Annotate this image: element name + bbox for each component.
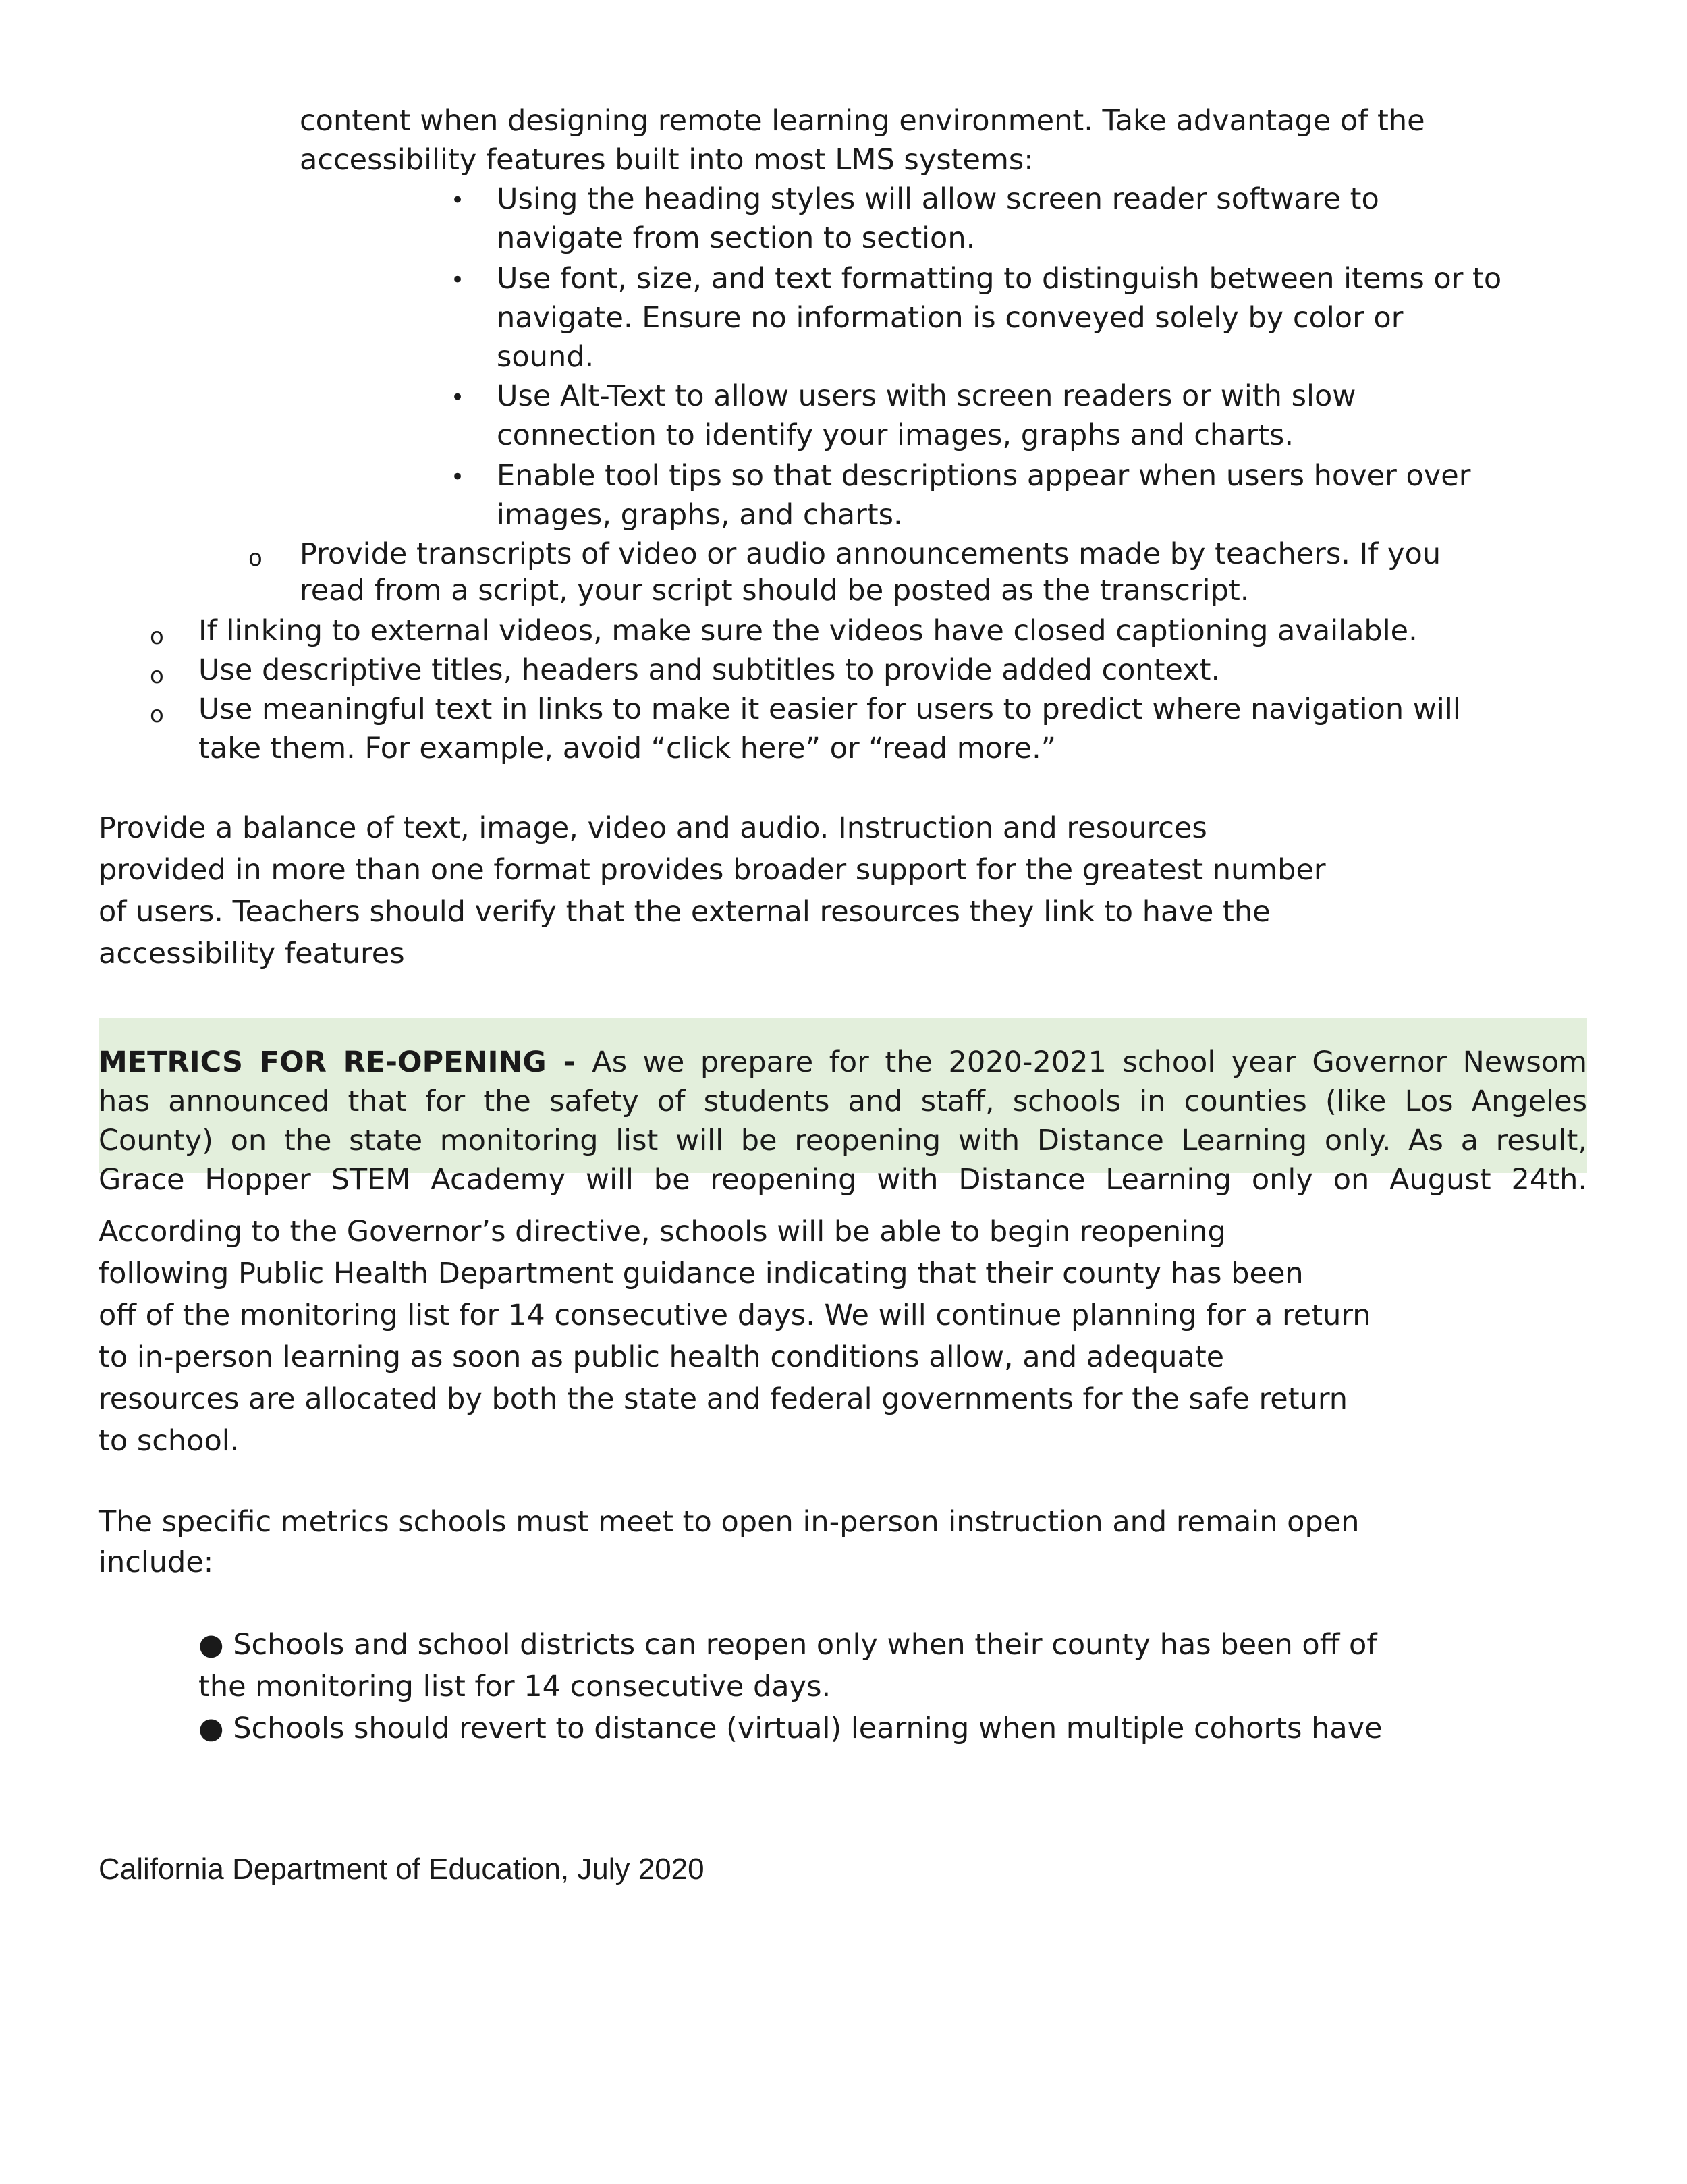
circle-marker: o [150, 701, 164, 728]
lms-bullet-text: connection to identify your images, graphs and charts. [497, 418, 1294, 452]
bullet-marker: • [451, 187, 465, 214]
lms-bullet-text: Enable tool tips so that descriptions appear when users hover over [497, 459, 1471, 493]
page-footer: California Department of Education, July 2020 [99, 1853, 704, 1886]
paragraph-line: According to the Governor’s directive, schools will be able to begin reopening [99, 1215, 1226, 1249]
metric-bullet-line: Schools should revert to distance (virtual) learning when multiple cohorts have [233, 1712, 1383, 1745]
metrics-line: has announced that for the safety of students and staff, schools in counties (like Los Angeles [99, 1085, 1587, 1118]
lms-bullet-text: navigate from section to section. [497, 221, 976, 255]
outer-item-text: take them. For example, avoid “click here” or “read more.” [198, 732, 1057, 765]
metric-bullet-text [198, 1625, 1377, 1664]
circle-marker: o [150, 662, 164, 689]
outer-item-text: If linking to external videos, make sure the videos have closed captioning available. [198, 614, 1418, 648]
paragraph-line: The specific metrics schools must meet to open in-person instruction and remain open [99, 1505, 1360, 1539]
bullet-marker: • [451, 384, 465, 411]
bullet-marker: • [451, 267, 465, 294]
paragraph-line: resources are allocated by both the state and federal governments for the safe return [99, 1382, 1348, 1416]
metrics-line [99, 1043, 1587, 1082]
metrics-line: Grace Hopper STEM Academy will be reopening with Distance Learning only on August 24th. [99, 1163, 1587, 1197]
bullet-marker: • [451, 464, 465, 491]
metric-bullet-line: Schools and school districts can reopen only when their county has been off of [233, 1628, 1377, 1662]
metrics-heading: METRICS FOR RE-OPENING - [99, 1045, 592, 1079]
lms-bullet-text: Use Alt-Text to allow users with screen readers or with slow [497, 379, 1356, 413]
paragraph-line: provided in more than one format provides broader support for the greatest number [99, 853, 1326, 887]
lms-bullet-text: Using the heading styles will allow screen reader software to [497, 182, 1379, 216]
bullet-marker: ● [198, 1628, 224, 1662]
circle-marker: o [248, 545, 262, 572]
bullet-marker: ● [198, 1712, 224, 1745]
metrics-text: As we prepare for the 2020-2021 school year Governor Newsom [592, 1045, 1587, 1079]
intro-line-2: accessibility features built into most LMS systems: [300, 143, 1034, 177]
circle-marker: o [150, 623, 164, 650]
outer-item-text: Use descriptive titles, headers and subtitles to provide added context. [198, 653, 1221, 687]
paragraph-line: Provide a balance of text, image, video and audio. Instruction and resources [99, 811, 1207, 845]
metric-bullet-text: the monitoring list for 14 consecutive days. [198, 1670, 831, 1703]
lms-bullet-text: Use font, size, and text formatting to distinguish between items or to [497, 262, 1502, 296]
paragraph-line: of users. Teachers should verify that the external resources they link to have the [99, 895, 1271, 929]
paragraph-line: accessibility features [99, 937, 405, 971]
paragraph-line: off of the monitoring list for 14 consecutive days. We will continue planning for a return [99, 1299, 1371, 1332]
outer-item-text: Use meaningful text in links to make it easier for users to predict where navigation will [198, 692, 1461, 726]
transcripts-text: Provide transcripts of video or audio announcements made by teachers. If you [300, 537, 1441, 571]
metric-bullet-text [198, 1709, 1383, 1748]
paragraph-line: include: [99, 1546, 214, 1579]
lms-bullet-text: images, graphs, and charts. [497, 498, 903, 532]
metrics-line: County) on the state monitoring list will be reopening with Distance Learning only. As a result, [99, 1124, 1587, 1157]
paragraph-line: to school. [99, 1424, 240, 1458]
paragraph-line: following Public Health Department guidance indicating that their county has been [99, 1257, 1304, 1290]
intro-line-1: content when designing remote learning environment. Take advantage of the [300, 104, 1425, 138]
lms-bullet-text: navigate. Ensure no information is conveyed solely by color or [497, 301, 1404, 335]
paragraph-line: to in-person learning as soon as public health conditions allow, and adequate [99, 1340, 1225, 1374]
transcripts-text: read from a script, your script should be posted as the transcript. [300, 574, 1250, 607]
lms-bullet-text: sound. [497, 340, 594, 374]
